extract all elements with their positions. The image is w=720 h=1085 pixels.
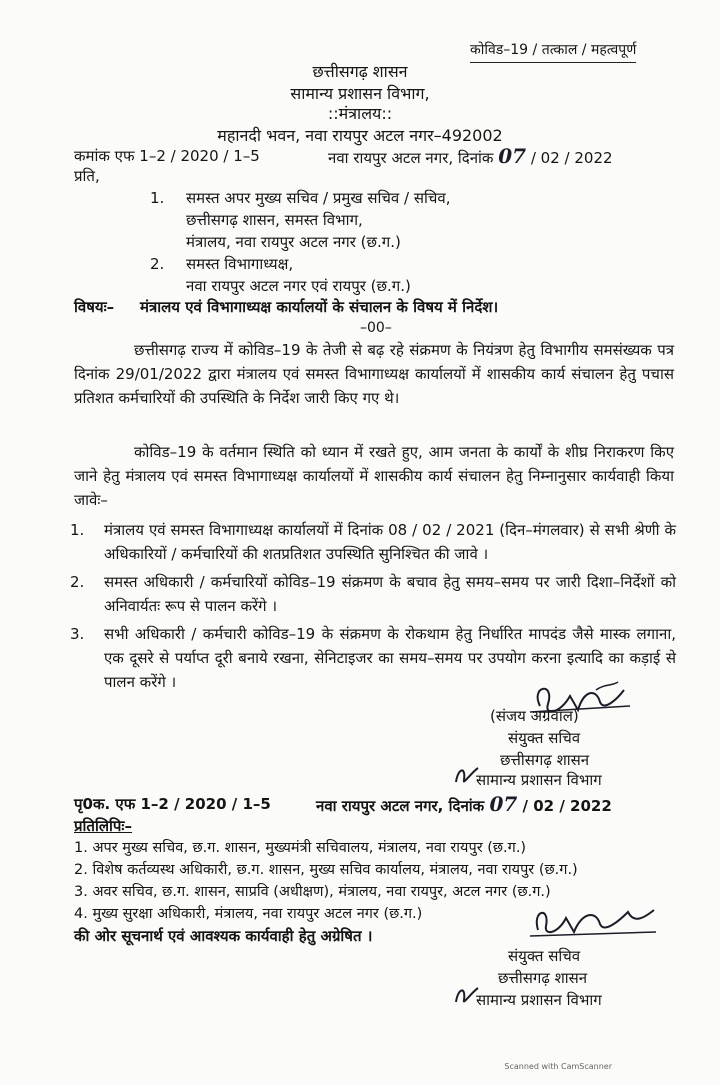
body-paragraph-2: कोविड–19 के वर्तमान स्थिति को ध्यान में रखते हुए, आम जनता के कार्यों के शीघ्र निराकरण किए जाने हेतु मंत्रालय एवं समस्त विभागाध्यक्ष कार्यालयों में शासकीय कार्य संचालन हेतु निम्नानुसार कार्यवाही किया जावेः– — [74, 443, 674, 509]
prati-label: प्रति, — [74, 167, 100, 185]
point-2-num: 2. — [70, 573, 85, 591]
instruction-point-2 — [70, 570, 676, 618]
instruction-point-1 — [70, 518, 676, 566]
recipient-1-line-2: छत्तीसगढ़ शासन, समस्त विभाग, — [186, 211, 363, 229]
point-3-num: 3. — [70, 625, 85, 643]
recipient-1-line-3: मंत्रालय, नवा रायपुर अटल नगर (छ.ग.) — [186, 233, 401, 251]
category-text: कोविड–19 / तत्काल / महत्वपूर्ण — [470, 42, 637, 58]
copy-item-4: 4. मुख्य सुरक्षा अधिकारी, मंत्रालय, नवा रायपुर अटल नगर (छ.ग.) — [74, 906, 423, 922]
copy-item-1: 1. अपर मुख्य सचिव, छ.ग. शासन, मुख्यमंत्री सचिवालय, मंत्रालय, नवा रायपुर (छ.ग.) — [74, 840, 527, 856]
signatory-name: (संजय अग्रवाल) — [490, 707, 579, 725]
dept-heading: सामान्य प्रशासन विभाग, — [290, 84, 430, 103]
category-tag — [470, 40, 636, 60]
endorsement-date-prefix: नवा रायपुर अटल नगर, दिनांक — [316, 797, 485, 815]
copy-to-label: प्रतिलिपिः– — [74, 817, 132, 835]
scanner-watermark: Scanned with CamScanner — [504, 1062, 612, 1071]
endorsement-date — [316, 794, 612, 816]
forwarding-note: की ओर सूचनार्थ एवं आवश्यक कार्यवाही हेतु अग्रेषित । — [74, 927, 373, 945]
office-address: महानदी भवन, नवा रायपुर अटल नगर–492002 — [217, 126, 503, 145]
point-1-text: मंत्रालय एवं समस्त विभागाध्यक्ष कार्यालयों में दिनांक 08 / 02 / 2021 (दिन–मंगलवार) से सभी श्रेणी के अधिकारियों / कर्मचारियों की शतप्रतिशत उपस्थिति सुनिश्चित की जावे । — [104, 521, 676, 563]
recipient-2-line-1: समस्त विभागाध्यक्ष, — [186, 255, 294, 273]
signatory-govt: छत्तीसगढ़ शासन — [500, 751, 590, 769]
ref-date-prefix: नवा रायपुर अटल नगर, दिनांक — [328, 149, 494, 167]
point-1-num: 1. — [70, 521, 85, 539]
ref-day-handwritten: 07 — [498, 144, 527, 168]
endorsement-number: पृ0क. एफ 1–2 / 2020 / 1–5 — [74, 795, 271, 813]
mantralaya-heading: ::मंत्रालय:: — [327, 104, 393, 123]
copy-item-3: 3. अवर सचिव, छ.ग. शासन, साप्रवि (अधीक्षण), मंत्रालय, नवा रायपुर, अटल नगर (छ.ग.) — [74, 884, 551, 900]
recipient-2-line-2: नवा रायपुर अटल नगर एवं रायपुर (छ.ग.) — [186, 277, 411, 295]
signatory-designation: संयुक्त सचिव — [508, 729, 581, 747]
body-paragraph-1: छत्तीसगढ़ राज्य में कोविड–19 के तेजी से बढ़ रहे संक्रमण के नियंत्रण हेतु विभागीय समसंख्यक पत्र दिनांक 29/01/2022 द्वारा मंत्रालय एवं समस्त विभागाध्यक्ष कार्यालयों में शासकीय कार्य संचालन हेतु पचास प्रतिशत कर्मचारियों की उपस्थिति के निर्देश जारी किए गए थे। — [74, 341, 674, 407]
subject-separator: –00– — [360, 320, 392, 336]
subject-text: मंत्रालय एवं विभागाध्यक्ष कार्यालयों के संचालन के विषय में निर्देश। — [140, 298, 499, 316]
signatory-2-dept: सामान्य प्रशासन विभाग — [476, 991, 602, 1009]
signature-2-scribble — [524, 900, 664, 948]
ref-number: कमांक एफ 1–2 / 2020 / 1–5 — [74, 147, 260, 165]
signatory-dept: सामान्य प्रशासन विभाग — [476, 771, 602, 789]
ref-date-suffix: / 02 / 2022 — [530, 149, 613, 167]
subject-label: विषयः– — [74, 298, 115, 316]
recipient-2-num: 2. — [150, 255, 165, 273]
copy-item-2: 2. विशेष कर्तव्यस्थ अधिकारी, छ.ग. शासन, मुख्य सचिव कार्यालय, मंत्रालय, नवा रायपुर (छ.ग.) — [74, 862, 578, 878]
recipient-1-num: 1. — [150, 189, 165, 207]
endorsement-day-handwritten: 07 — [489, 792, 518, 816]
govt-heading: छत्तीसगढ़ शासन — [312, 62, 408, 81]
point-2-text: समस्त अधिकारी / कर्मचारियों कोविड–19 संक्रमण के बचाव हेतु समय–समय पर जारी दिशा–निर्देशों को अनिवार्यतः रूप से पालन करेंगे । — [104, 573, 676, 615]
point-3-text: सभी अधिकारी / कर्मचारी कोविड–19 के संक्रमण के रोकथाम हेतु निर्धारित मापदंड जैसे मास्क लगाना, एक दूसरे से पर्याप्त दूरी बनाये रखना, सेनिटाइजर का समय–समय पर उपयोग करना इत्यादि का कड़ाई से पालन करेंगे । — [104, 625, 676, 691]
endorsement-date-suffix: / 02 / 2022 — [522, 797, 612, 815]
signatory-2-designation: संयुक्त सचिव — [508, 947, 581, 965]
signatory-2-govt: छत्तीसगढ़ शासन — [498, 969, 588, 987]
ref-date — [328, 146, 613, 168]
recipient-1-line-1: समस्त अपर मुख्य सचिव / प्रमुख सचिव / सचिव, — [186, 189, 451, 207]
